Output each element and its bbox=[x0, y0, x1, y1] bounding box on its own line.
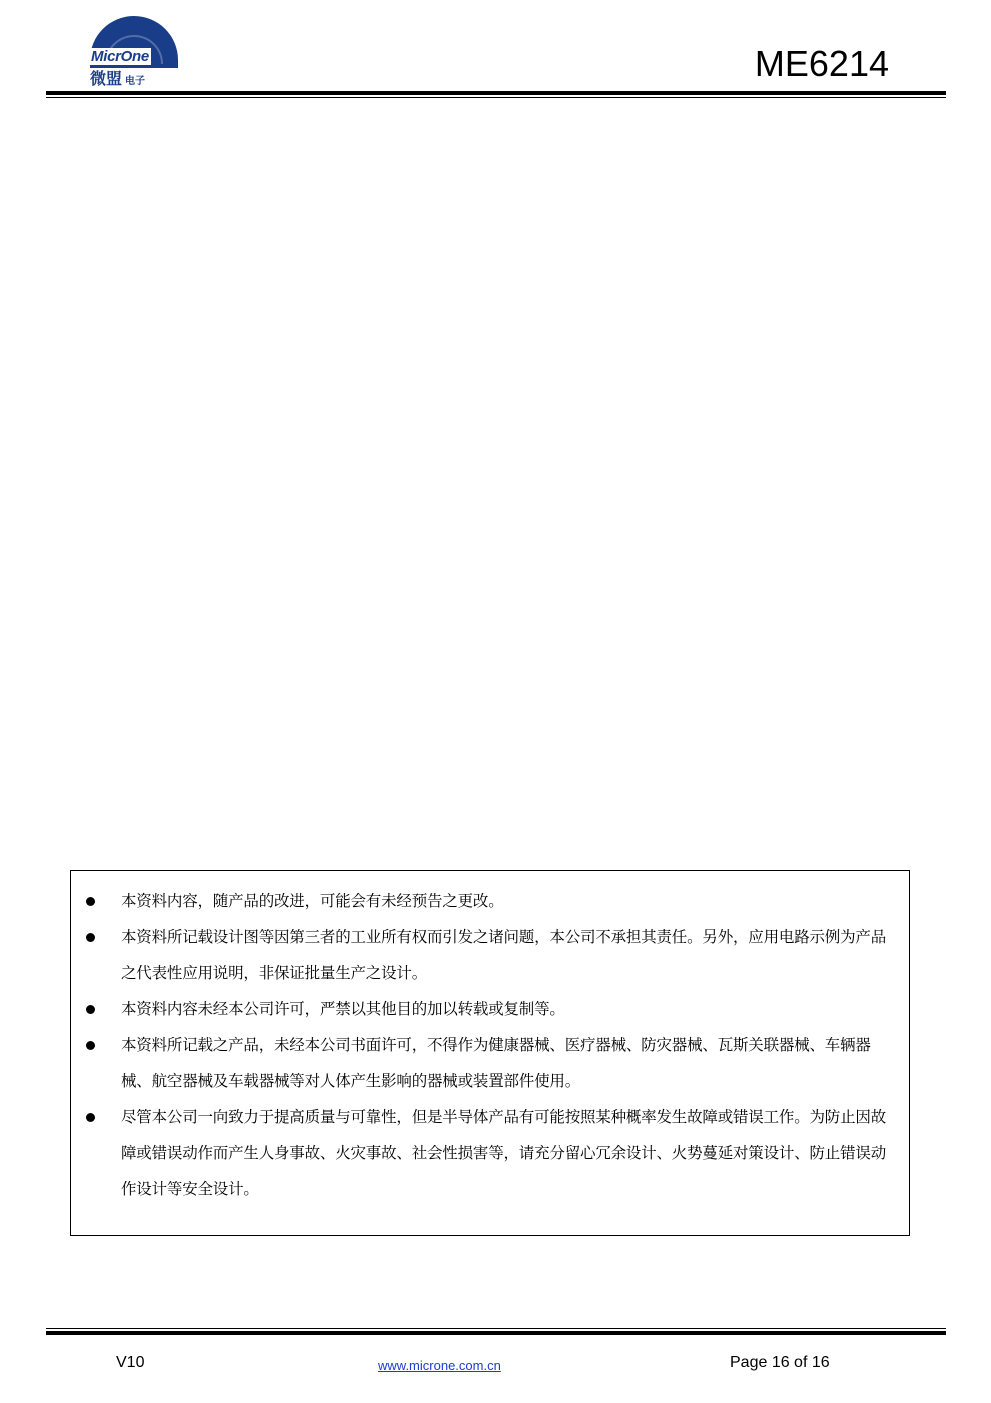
footer-rule-thin bbox=[46, 1328, 946, 1329]
disclaimer-text: 本资料内容未经本公司许可，严禁以其他目的加以转载或复制等。 bbox=[121, 1000, 565, 1018]
disclaimer-item bbox=[83, 883, 897, 919]
header-rule-thick bbox=[46, 91, 946, 95]
bullet-icon bbox=[86, 1005, 95, 1014]
logo-text-en: MicrOne bbox=[91, 48, 149, 65]
disclaimer-list bbox=[83, 883, 897, 1207]
disclaimer-item bbox=[83, 991, 897, 1027]
footer-page-number: Page 16 of 16 bbox=[730, 1354, 830, 1371]
company-logo bbox=[84, 8, 184, 90]
disclaimer-text: 本资料所记载之产品，未经本公司书面许可，不得作为健康器械、医疗器械、防灾器械、瓦斯关联器械、车辆器械、航空器械及车载器械等对人体产生影响的器械或装置部件使用。 bbox=[121, 1036, 871, 1090]
document-title: ME6214 bbox=[754, 43, 889, 84]
disclaimer-box bbox=[70, 870, 910, 1236]
bullet-icon bbox=[86, 933, 95, 942]
footer-rule-thick bbox=[46, 1331, 946, 1335]
disclaimer-text: 尽管本公司一向致力于提高质量与可靠性，但是半导体产品有可能按照某种概率发生故障或错误工作。为防止因故障或错误动作而产生人身事故、火灾事故、社会性损害等，请充分留心冗余设计、火势蔓延对策设计、防止错误动作设计等安全设计。 bbox=[121, 1108, 887, 1198]
disclaimer-item bbox=[83, 919, 897, 991]
bullet-icon bbox=[86, 897, 95, 906]
disclaimer-item bbox=[83, 1027, 897, 1099]
disclaimer-text: 本资料内容，随产品的改进，可能会有未经预告之更改。 bbox=[121, 892, 504, 910]
bullet-icon bbox=[86, 1113, 95, 1122]
disclaimer-text: 本资料所记载设计图等因第三者的工业所有权而引发之诸问题，本公司不承担其责任。另外，应用电路示例为产品之代表性应用说明，非保证批量生产之设计。 bbox=[121, 928, 887, 982]
logo-text-cn: 微盟 电子 bbox=[90, 69, 146, 88]
header-rule-thin bbox=[46, 97, 946, 98]
footer-website-link[interactable]: www.microne.com.cn bbox=[378, 1358, 501, 1373]
footer-version: V10 bbox=[116, 1354, 145, 1371]
logo-text-cn-small: 电子 bbox=[125, 76, 146, 87]
disclaimer-item bbox=[83, 1099, 897, 1207]
bullet-icon bbox=[86, 1041, 95, 1050]
